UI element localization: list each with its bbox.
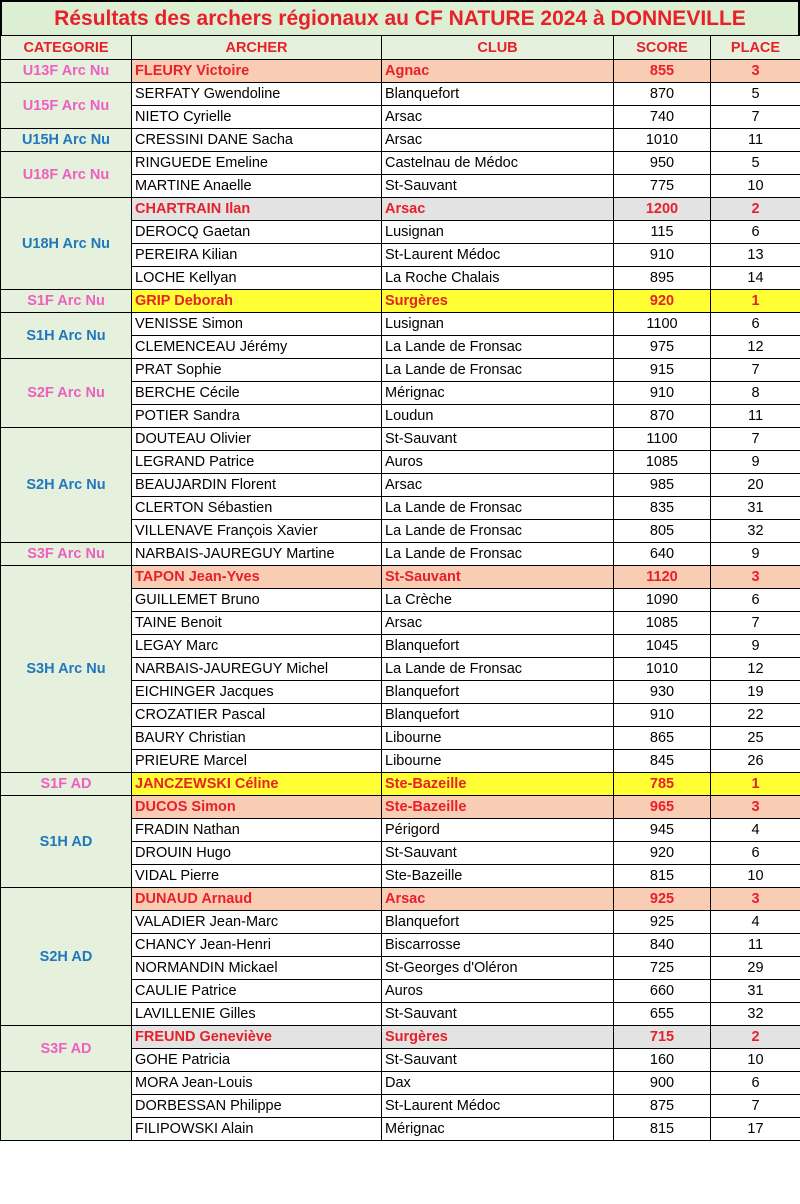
- club-cell: St-Sauvant: [382, 175, 614, 198]
- archer-cell: PRAT Sophie: [132, 359, 382, 382]
- archer-cell: GOHE Patricia: [132, 1049, 382, 1072]
- category-cell: S2H AD: [1, 888, 132, 1026]
- club-cell: Auros: [382, 451, 614, 474]
- table-row: [1, 796, 800, 819]
- archer-cell: PEREIRA Kilian: [132, 244, 382, 267]
- archer-cell: LEGAY Marc: [132, 635, 382, 658]
- club-cell: Agnac: [382, 60, 614, 83]
- club-cell: St-Laurent Médoc: [382, 244, 614, 267]
- place-cell: 4: [711, 911, 800, 934]
- score-cell: 1120: [614, 566, 711, 589]
- archer-cell: JANCZEWSKI Céline: [132, 773, 382, 796]
- place-cell: 31: [711, 980, 800, 1003]
- archer-cell: PRIEURE Marcel: [132, 750, 382, 773]
- place-cell: 26: [711, 750, 800, 773]
- score-cell: 845: [614, 750, 711, 773]
- club-cell: Arsac: [382, 888, 614, 911]
- club-cell: Libourne: [382, 750, 614, 773]
- place-cell: 9: [711, 635, 800, 658]
- club-cell: Lusignan: [382, 221, 614, 244]
- score-cell: 805: [614, 520, 711, 543]
- place-cell: 6: [711, 1072, 800, 1095]
- archer-cell: FILIPOWSKI Alain: [132, 1118, 382, 1141]
- place-cell: 1: [711, 773, 800, 796]
- table-row: [1, 1072, 800, 1095]
- place-cell: 11: [711, 405, 800, 428]
- archer-cell: DUCOS Simon: [132, 796, 382, 819]
- place-cell: 17: [711, 1118, 800, 1141]
- category-cell: [1, 1072, 132, 1141]
- club-cell: Mérignac: [382, 382, 614, 405]
- table-row: [1, 83, 800, 106]
- archer-cell: EICHINGER Jacques: [132, 681, 382, 704]
- club-cell: St-Laurent Médoc: [382, 1095, 614, 1118]
- category-cell: S3H Arc Nu: [1, 566, 132, 773]
- score-cell: 1090: [614, 589, 711, 612]
- place-cell: 29: [711, 957, 800, 980]
- score-cell: 875: [614, 1095, 711, 1118]
- score-cell: 725: [614, 957, 711, 980]
- table-row: [1, 888, 800, 911]
- archer-cell: DROUIN Hugo: [132, 842, 382, 865]
- place-cell: 10: [711, 1049, 800, 1072]
- archer-cell: NORMANDIN Mickael: [132, 957, 382, 980]
- score-cell: 840: [614, 934, 711, 957]
- score-cell: 640: [614, 543, 711, 566]
- archer-cell: FREUND Geneviève: [132, 1026, 382, 1049]
- club-cell: La Lande de Fronsac: [382, 520, 614, 543]
- place-cell: 6: [711, 842, 800, 865]
- place-cell: 7: [711, 612, 800, 635]
- club-cell: Arsac: [382, 474, 614, 497]
- archer-cell: FLEURY Victoire: [132, 60, 382, 83]
- place-cell: 12: [711, 336, 800, 359]
- club-cell: Castelnau de Médoc: [382, 152, 614, 175]
- score-cell: 930: [614, 681, 711, 704]
- score-cell: 775: [614, 175, 711, 198]
- score-cell: 115: [614, 221, 711, 244]
- club-cell: Blanquefort: [382, 83, 614, 106]
- header-row: [1, 36, 800, 60]
- category-cell: S2H Arc Nu: [1, 428, 132, 543]
- table-row: [1, 566, 800, 589]
- place-cell: 5: [711, 152, 800, 175]
- club-cell: Ste-Bazeille: [382, 865, 614, 888]
- club-cell: Auros: [382, 980, 614, 1003]
- table-row: [1, 198, 800, 221]
- score-cell: 865: [614, 727, 711, 750]
- score-cell: 985: [614, 474, 711, 497]
- place-cell: 1: [711, 290, 800, 313]
- archer-cell: GUILLEMET Bruno: [132, 589, 382, 612]
- score-cell: 910: [614, 704, 711, 727]
- place-cell: 13: [711, 244, 800, 267]
- archer-cell: CAULIE Patrice: [132, 980, 382, 1003]
- place-cell: 10: [711, 865, 800, 888]
- archer-cell: GRIP Deborah: [132, 290, 382, 313]
- table-row: [1, 152, 800, 175]
- score-cell: 950: [614, 152, 711, 175]
- header-categorie: CATEGORIE: [1, 36, 132, 60]
- archer-cell: LEGRAND Patrice: [132, 451, 382, 474]
- club-cell: Loudun: [382, 405, 614, 428]
- score-cell: 1010: [614, 658, 711, 681]
- archer-cell: SERFATY Gwendoline: [132, 83, 382, 106]
- table-row: [1, 773, 800, 796]
- club-cell: Surgères: [382, 1026, 614, 1049]
- score-cell: 870: [614, 83, 711, 106]
- club-cell: La Lande de Fronsac: [382, 336, 614, 359]
- place-cell: 14: [711, 267, 800, 290]
- club-cell: Blanquefort: [382, 635, 614, 658]
- place-cell: 2: [711, 198, 800, 221]
- score-cell: 715: [614, 1026, 711, 1049]
- archer-cell: VENISSE Simon: [132, 313, 382, 336]
- category-cell: S1H Arc Nu: [1, 313, 132, 359]
- club-cell: La Lande de Fronsac: [382, 658, 614, 681]
- place-cell: 2: [711, 1026, 800, 1049]
- score-cell: 1010: [614, 129, 711, 152]
- table-row: [1, 543, 800, 566]
- place-cell: 22: [711, 704, 800, 727]
- club-cell: Ste-Bazeille: [382, 773, 614, 796]
- score-cell: 965: [614, 796, 711, 819]
- score-cell: 1100: [614, 313, 711, 336]
- club-cell: St-Sauvant: [382, 1003, 614, 1026]
- archer-cell: VILLENAVE François Xavier: [132, 520, 382, 543]
- place-cell: 7: [711, 1095, 800, 1118]
- place-cell: 6: [711, 589, 800, 612]
- club-cell: Arsac: [382, 612, 614, 635]
- place-cell: 5: [711, 83, 800, 106]
- place-cell: 4: [711, 819, 800, 842]
- place-cell: 3: [711, 60, 800, 83]
- category-cell: U13F Arc Nu: [1, 60, 132, 83]
- category-cell: S3F Arc Nu: [1, 543, 132, 566]
- archer-cell: DEROCQ Gaetan: [132, 221, 382, 244]
- archer-cell: DORBESSAN Philippe: [132, 1095, 382, 1118]
- place-cell: 10: [711, 175, 800, 198]
- category-cell: U18F Arc Nu: [1, 152, 132, 198]
- club-cell: La Roche Chalais: [382, 267, 614, 290]
- club-cell: Biscarrosse: [382, 934, 614, 957]
- archer-cell: BAURY Christian: [132, 727, 382, 750]
- club-cell: Ste-Bazeille: [382, 796, 614, 819]
- club-cell: La Crèche: [382, 589, 614, 612]
- table-row: [1, 1026, 800, 1049]
- place-cell: 25: [711, 727, 800, 750]
- table-row: [1, 359, 800, 382]
- score-cell: 910: [614, 244, 711, 267]
- place-cell: 3: [711, 888, 800, 911]
- archer-cell: LAVILLENIE Gilles: [132, 1003, 382, 1026]
- place-cell: 6: [711, 313, 800, 336]
- place-cell: 19: [711, 681, 800, 704]
- place-cell: 20: [711, 474, 800, 497]
- archer-cell: FRADIN Nathan: [132, 819, 382, 842]
- place-cell: 11: [711, 129, 800, 152]
- archer-cell: DOUTEAU Olivier: [132, 428, 382, 451]
- archer-cell: CLEMENCEAU Jérémy: [132, 336, 382, 359]
- score-cell: 160: [614, 1049, 711, 1072]
- place-cell: 3: [711, 796, 800, 819]
- archer-cell: CROZATIER Pascal: [132, 704, 382, 727]
- category-cell: S1F Arc Nu: [1, 290, 132, 313]
- club-cell: Arsac: [382, 129, 614, 152]
- score-cell: 925: [614, 888, 711, 911]
- club-cell: La Lande de Fronsac: [382, 543, 614, 566]
- score-cell: 920: [614, 842, 711, 865]
- score-cell: 1200: [614, 198, 711, 221]
- club-cell: Surgères: [382, 290, 614, 313]
- place-cell: 12: [711, 658, 800, 681]
- page-title: Résultats des archers régionaux au CF NATURE 2024 à DONNEVILLE: [0, 0, 800, 37]
- table-row: [1, 428, 800, 451]
- club-cell: Blanquefort: [382, 704, 614, 727]
- club-cell: Arsac: [382, 198, 614, 221]
- score-cell: 895: [614, 267, 711, 290]
- score-cell: 1085: [614, 612, 711, 635]
- table-row: [1, 129, 800, 152]
- header-place: PLACE: [711, 36, 800, 60]
- archer-cell: LOCHE Kellyan: [132, 267, 382, 290]
- score-cell: 1100: [614, 428, 711, 451]
- score-cell: 815: [614, 1118, 711, 1141]
- score-cell: 815: [614, 865, 711, 888]
- place-cell: 9: [711, 543, 800, 566]
- archer-cell: POTIER Sandra: [132, 405, 382, 428]
- archer-cell: CRESSINI DANE Sacha: [132, 129, 382, 152]
- table-row: [1, 290, 800, 313]
- category-cell: S2F Arc Nu: [1, 359, 132, 428]
- header-archer: ARCHER: [132, 36, 382, 60]
- score-cell: 1045: [614, 635, 711, 658]
- club-cell: Lusignan: [382, 313, 614, 336]
- results-body: [1, 60, 800, 1141]
- place-cell: 11: [711, 934, 800, 957]
- table-row: [1, 60, 800, 83]
- archer-cell: NIETO Cyrielle: [132, 106, 382, 129]
- header-club: CLUB: [382, 36, 614, 60]
- place-cell: 32: [711, 1003, 800, 1026]
- score-cell: 925: [614, 911, 711, 934]
- place-cell: 3: [711, 566, 800, 589]
- place-cell: 7: [711, 106, 800, 129]
- club-cell: St-Sauvant: [382, 1049, 614, 1072]
- archer-cell: MORA Jean-Louis: [132, 1072, 382, 1095]
- score-cell: 870: [614, 405, 711, 428]
- category-cell: U18H Arc Nu: [1, 198, 132, 290]
- place-cell: 8: [711, 382, 800, 405]
- score-cell: 660: [614, 980, 711, 1003]
- club-cell: Blanquefort: [382, 911, 614, 934]
- archer-cell: DUNAUD Arnaud: [132, 888, 382, 911]
- club-cell: La Lande de Fronsac: [382, 359, 614, 382]
- score-cell: 900: [614, 1072, 711, 1095]
- club-cell: Mérignac: [382, 1118, 614, 1141]
- header-score: SCORE: [614, 36, 711, 60]
- club-cell: St-Sauvant: [382, 566, 614, 589]
- score-cell: 915: [614, 359, 711, 382]
- score-cell: 975: [614, 336, 711, 359]
- club-cell: Libourne: [382, 727, 614, 750]
- club-cell: St-Sauvant: [382, 842, 614, 865]
- place-cell: 7: [711, 428, 800, 451]
- archer-cell: MARTINE Anaelle: [132, 175, 382, 198]
- place-cell: 7: [711, 359, 800, 382]
- club-cell: St-Sauvant: [382, 428, 614, 451]
- archer-cell: BEAUJARDIN Florent: [132, 474, 382, 497]
- score-cell: 655: [614, 1003, 711, 1026]
- archer-cell: NARBAIS-JAUREGUY Michel: [132, 658, 382, 681]
- archer-cell: NARBAIS-JAUREGUY Martine: [132, 543, 382, 566]
- place-cell: 9: [711, 451, 800, 474]
- place-cell: 32: [711, 520, 800, 543]
- score-cell: 920: [614, 290, 711, 313]
- place-cell: 6: [711, 221, 800, 244]
- archer-cell: CHARTRAIN Ilan: [132, 198, 382, 221]
- category-cell: U15H Arc Nu: [1, 129, 132, 152]
- club-cell: Blanquefort: [382, 681, 614, 704]
- score-cell: 740: [614, 106, 711, 129]
- place-cell: 31: [711, 497, 800, 520]
- archer-cell: TAINE Benoit: [132, 612, 382, 635]
- table-row: [1, 313, 800, 336]
- club-cell: Arsac: [382, 106, 614, 129]
- archer-cell: VIDAL Pierre: [132, 865, 382, 888]
- archer-cell: TAPON Jean-Yves: [132, 566, 382, 589]
- archer-cell: CLERTON Sébastien: [132, 497, 382, 520]
- archer-cell: BERCHE Cécile: [132, 382, 382, 405]
- score-cell: 785: [614, 773, 711, 796]
- archer-cell: RINGUEDE Emeline: [132, 152, 382, 175]
- score-cell: 910: [614, 382, 711, 405]
- archer-cell: VALADIER Jean-Marc: [132, 911, 382, 934]
- category-cell: S3F AD: [1, 1026, 132, 1072]
- club-cell: Dax: [382, 1072, 614, 1095]
- club-cell: La Lande de Fronsac: [382, 497, 614, 520]
- score-cell: 1085: [614, 451, 711, 474]
- archer-cell: CHANCY Jean-Henri: [132, 934, 382, 957]
- score-cell: 835: [614, 497, 711, 520]
- category-cell: U15F Arc Nu: [1, 83, 132, 129]
- category-cell: S1H AD: [1, 796, 132, 888]
- results-table: [0, 35, 800, 1141]
- category-cell: S1F AD: [1, 773, 132, 796]
- club-cell: Périgord: [382, 819, 614, 842]
- club-cell: St-Georges d'Oléron: [382, 957, 614, 980]
- score-cell: 945: [614, 819, 711, 842]
- score-cell: 855: [614, 60, 711, 83]
